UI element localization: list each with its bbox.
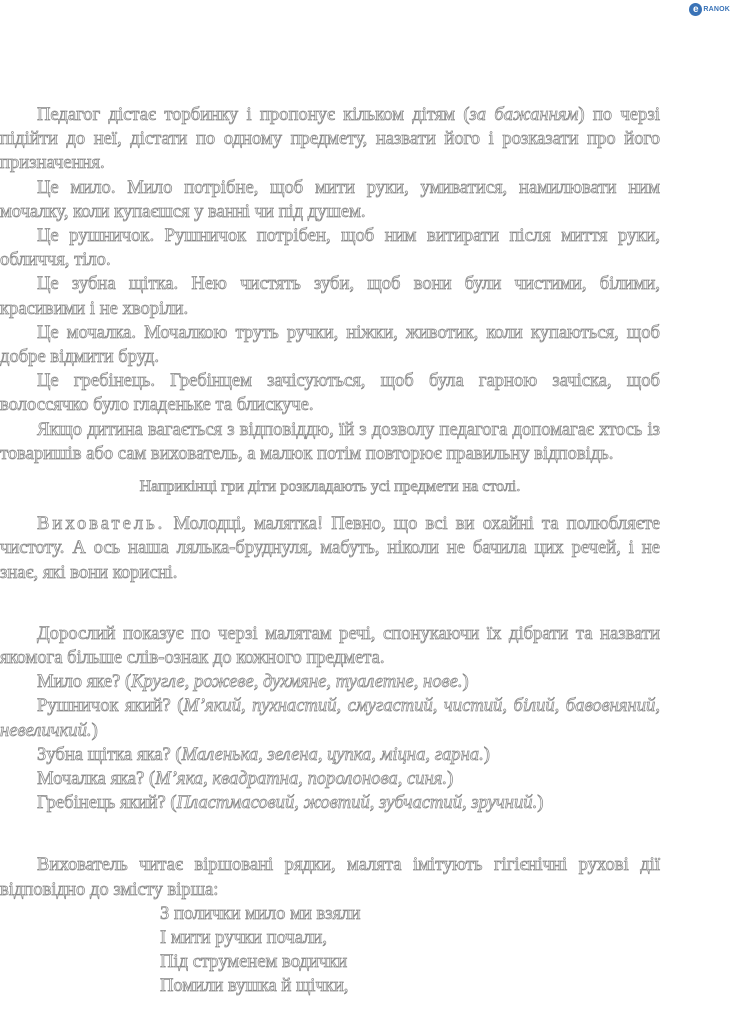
logo-mark-icon: e bbox=[689, 3, 702, 16]
poem-line: І мити ручки почали, bbox=[160, 926, 328, 948]
paragraph-toothbrush: Це зубна щітка. Нею чистять зуби, щоб вони були чистими, білими, красивими і не хворіли. bbox=[0, 273, 660, 319]
paragraph-poem-intro: Вихователь читає віршовані рядки, малята імітують гігієнічні рухові дії відповідно до змісту вірша: bbox=[0, 854, 660, 900]
paragraph-adult-shows: Дорослий показує по черзі малятам речі, спонукаючи їх дібрати та назвати якомога більше слів-ознак до кожного предмета. bbox=[0, 622, 660, 669]
poem-line: З полички мило ми взяли bbox=[160, 902, 361, 924]
paragraph-hesitation: Якщо дитина вагається з відповіддю, їй з дозволу педагога допомагає хтось із товаришів або сам вихователь, а малюк потім повторює правильну відповідь. bbox=[0, 418, 660, 464]
question-soap: Мило яке? (Кругле, рожеве, духмяне, туалетне, нове.) bbox=[37, 671, 469, 693]
poem bbox=[160, 902, 660, 998]
page-body bbox=[0, 103, 660, 998]
question-comb: Гребінець який? (Пластмасовий, жовтий, зубчастий, зручний.) bbox=[37, 792, 544, 814]
question-toothbrush: Зубна щітка яка? (Маленька, зелена, цупка, міцна, гарна.) bbox=[37, 743, 490, 765]
publisher-logo bbox=[689, 1, 730, 17]
paragraph-soap: Це мило. Мило потрібне, щоб мити руки, умиватися, намилювати ним мочалку, коли купаєшся у ванні чи під душем. bbox=[0, 176, 660, 222]
paragraph-intro: Педагог дістає торбинку і пропонує кільком дітям (за бажанням) по черзі підійти до неї, дістати по одному предмету, назвати його і розказати про його призначення. bbox=[0, 104, 660, 174]
poem-line: Помили вушка й щічки, bbox=[160, 974, 349, 996]
speaker-label: Вихователь. bbox=[37, 513, 166, 535]
question-sponge: Мочалка яка? (М’яка, квадратна, поролонова, синя.) bbox=[37, 768, 454, 790]
stage-direction: Наприкінці гри діти розкладають усі предмети на столі. bbox=[139, 478, 521, 496]
question-towel: Рушничок який? (М’який, пухнастий, смугастий, чистий, білий, бавовняний, невеличкий.) bbox=[0, 695, 660, 741]
paragraph-sponge: Це мочалка. Мочалкою труть ручки, ніжки, животик, коли купаються, щоб добре відмити бруд. bbox=[0, 321, 660, 368]
paragraph-teacher-speech: Вихователь. Молодці, малятка! Певно, що всі ви охайні та полюбляєте чистоту. А ось наша лялька-бруднуля, мабуть, ніколи не бачила цих речей, і не знає, які вони корисні. bbox=[0, 513, 660, 583]
poem-line: Під струменем водички bbox=[160, 950, 348, 972]
logo-text: RANOK bbox=[703, 5, 730, 13]
paragraph-towel: Це рушничок. Рушничок потрібен, щоб ним витирати після миття руки, обличчя, тіло. bbox=[0, 225, 660, 271]
paragraph-comb: Це гребінець. Гребінцем зачісуються, щоб була гарною зачіска, щоб волоссячко було гладеньке та блискуче. bbox=[0, 370, 660, 416]
